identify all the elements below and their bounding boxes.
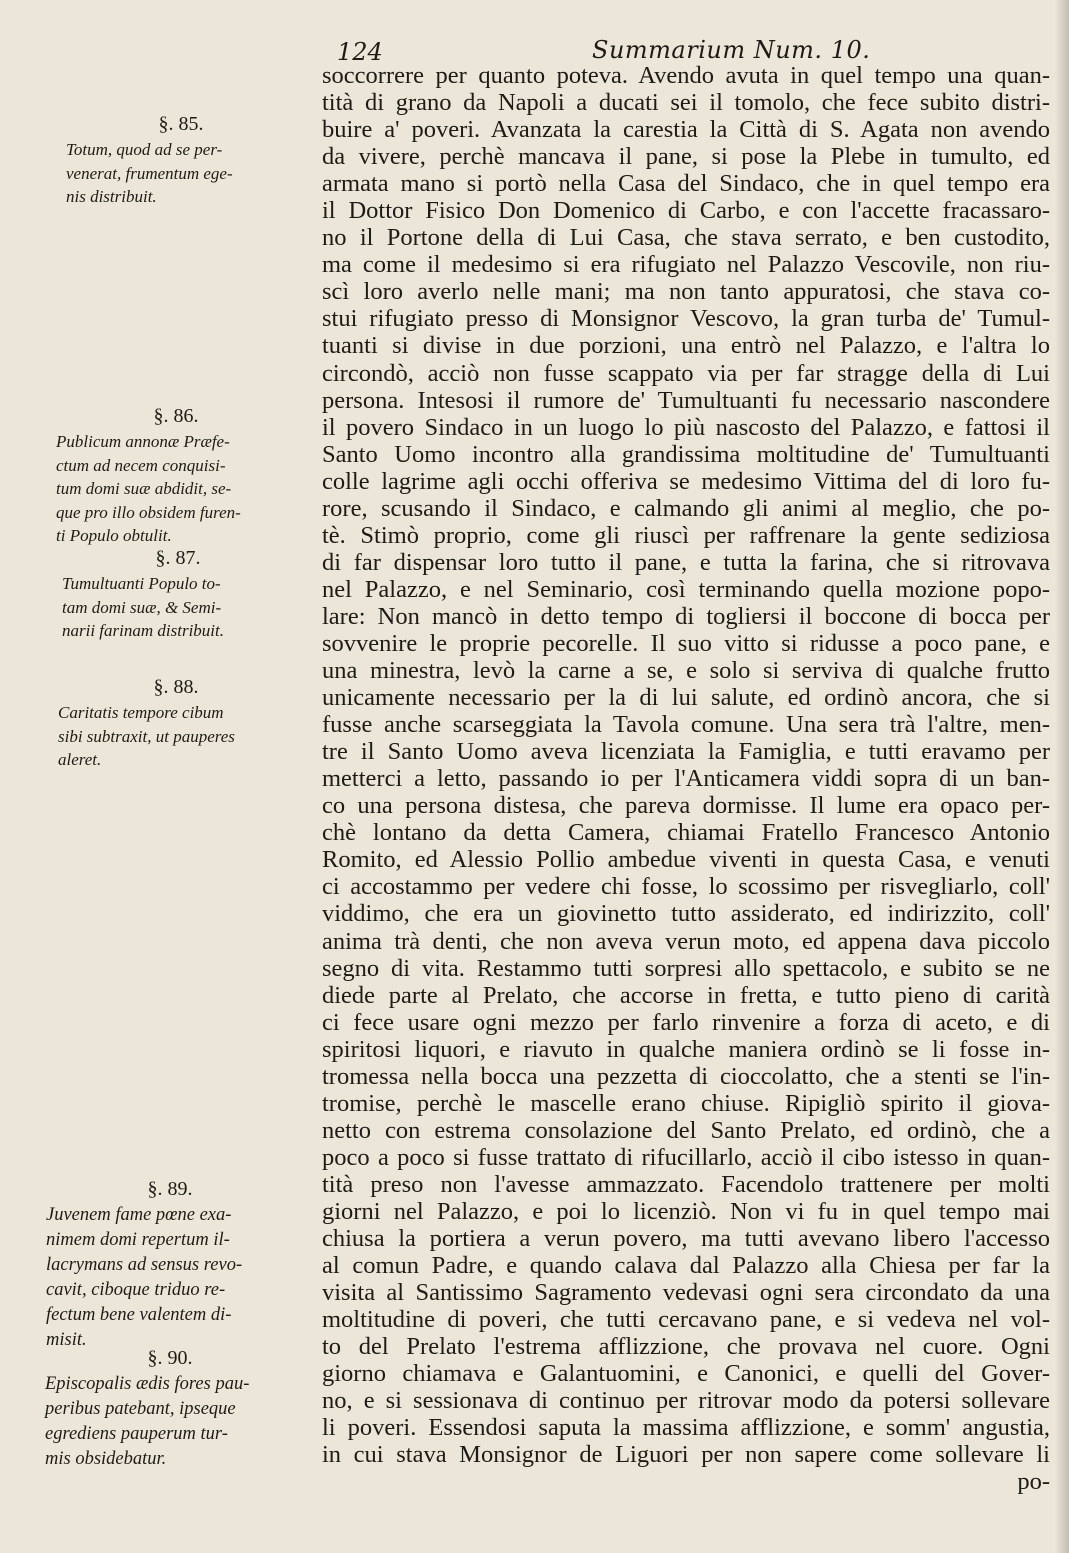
text-line: tromise, perchè le mascelle erano chiuse. Ripigliò spirito il giova- <box>322 1089 1050 1117</box>
margin-note-89 <box>46 1178 294 1353</box>
text-line: diede parte al Prelato, che accorse in fretta, e tutto pieno di carità <box>322 981 1050 1009</box>
text-line: rore, scusando il Sindaco, e calmando gli animi al meglio, che po- <box>322 494 1050 522</box>
text-line: colle lagrime agli occhi offeriva se medesimo Vittima del di loro fu- <box>322 467 1050 495</box>
margin-note-text: Publicum annonæ Præfe- ctum ad necem conquisi- tum domi suæ abdidit, se- que pro illo obsidem furen- ti Populo obtulit. <box>56 432 241 545</box>
text-line: spiritosi liquori, e riavuto in qualche maniera ordinò se li fosse in- <box>322 1035 1050 1063</box>
text-line: buire a' poveri. Avanzata la carestia la Città di S. Agata non avendo <box>322 116 1050 144</box>
margin-note-text: Juvenem fame pœne exa- nimem domi repertum il- lacrymans ad sensus revo- cavit, ciboque triduo re- fectum bene valentem di- misit. <box>46 1205 243 1350</box>
margin-note-number: §. 87. <box>155 547 201 569</box>
margin-note-number: §. 85. <box>158 113 204 135</box>
text-line: no il Portone della di Lui Casa, che stava serrato, e ben custodito, <box>322 224 1050 252</box>
text-line: anima trà denti, che non aveva verun moto, ed appena dava piccolo <box>322 927 1050 955</box>
text-line: metterci a letto, passando io per l'Anticamera viddi sopra di un ban- <box>322 765 1050 793</box>
text-line: tromessa nella bocca una pezzetta di cioccolatto, che a stenti se l'in- <box>322 1062 1050 1090</box>
margin-note-text: Tumultuanti Populo to- tam domi suæ, & Semi- narii farinam distribuit. <box>62 574 224 640</box>
margin-note-number: §. 89. <box>147 1178 193 1200</box>
text-line: netto con estrema consolazione del Santo Prelato, ed ordinò, che a <box>322 1116 1050 1144</box>
main-text-column <box>322 62 1050 1495</box>
margin-note-86 <box>56 405 296 548</box>
text-line: co una persona distesa, che pareva dormisse. Il lume era opaco per- <box>322 792 1050 820</box>
margin-note-87 <box>62 547 294 643</box>
text-line: giorno chiamava e Galantuomini, e Canonici, e quelli del Gover- <box>322 1360 1050 1388</box>
text-line: chiusa la portiera a verun povero, ma tutti avevano libero l'accesso <box>322 1225 1050 1253</box>
page-edge-shadow <box>1055 0 1069 1553</box>
text-line: tità di grano da Napoli a ducati sei il tomolo, che fece subito distri- <box>322 89 1050 117</box>
text-line: unicamente necessario per la di lui salute, ed ordinò ancora, che si <box>322 684 1050 712</box>
margin-note-number: §. 86. <box>153 405 199 427</box>
text-line: stui rifugiato presso di Monsignor Vescovo, la gran turba de' Tumul- <box>322 305 1050 333</box>
text-line: da vivere, perchè mancava il pane, si pose la Plebe in tumulto, ed <box>322 143 1050 171</box>
text-line: ci accostammo per vedere chi fosse, lo scossimo per risvegliarlo, coll' <box>322 873 1050 901</box>
text-line: persona. Intesosi il rumore de' Tumultuanti fu necessario nascondere <box>322 386 1050 414</box>
margin-note-number: §. 88. <box>153 676 199 698</box>
text-line: di far dispensar loro tutto il pane, e tutta la farina, che si ritrovava <box>322 548 1050 576</box>
text-line: al comun Padre, e quando calava dal Palazzo alla Chiesa per far la <box>322 1252 1050 1280</box>
text-line: circondò, acciò non fusse scappato via per far stragge della di Lui <box>322 359 1050 387</box>
text-line: in cui stava Monsignor de Liguori per non sapere come sollevare li <box>322 1441 1050 1469</box>
margin-note-number: §. 90. <box>147 1347 193 1369</box>
text-line: fusse anche scarseggiata la Tavola comune. Una sera trà l'altre, men- <box>322 711 1050 739</box>
text-line: sovvenire le proprie pecorelle. Il suo vitto si ridusse a poco pane, e <box>322 629 1050 657</box>
text-line: tità preso non l'avesse ammazzato. Facendolo trattenere per molti <box>322 1170 1050 1198</box>
margin-note-90 <box>45 1347 295 1472</box>
text-line: li poveri. Essendosi saputa la massima afflizzione, e somm' angustia, <box>322 1414 1050 1442</box>
margin-note-85 <box>66 113 296 209</box>
text-line: moltitudine di poveri, che tutti cercavano pane, e si vedeva nel vol- <box>322 1306 1050 1334</box>
text-line: po- <box>1017 1468 1050 1496</box>
margin-note-88 <box>58 676 294 772</box>
text-line: tè. Stimò proprio, come gli riuscì per raffrenare la gente sediziosa <box>322 521 1050 549</box>
text-line: giorni nel Palazzo, e poi lo licenziò. Non vi fu in quel tempo mai <box>322 1197 1050 1225</box>
text-line: tuanti si divise in due porzioni, una entrò nel Palazzo, e l'altra lo <box>322 332 1050 360</box>
text-line: il Dottor Fisico Don Domenico di Carbo, e con l'accette fracassaro- <box>322 197 1050 225</box>
text-line: poco a poco si fusse trattato di rifucillarlo, acciò il cibo istesso in quan- <box>322 1143 1050 1171</box>
text-line: Santo Uomo incontro alla grandissima moltitudine de' Tumultuanti <box>322 440 1050 468</box>
text-line: tre il Santo Uomo aveva licenziata la Famiglia, e tutti eravamo per <box>322 738 1050 766</box>
page-number: 124 <box>337 38 383 66</box>
text-line: armata mano si portò nella Casa del Sindaco, che in quel tempo era <box>322 170 1050 198</box>
text-line: chè lontano da detta Camera, chiamai Fratello Francesco Antonio <box>322 819 1050 847</box>
text-line: ci fece usare ogni mezzo per farlo rinvenire a forza di aceto, e di <box>322 1008 1050 1036</box>
text-line: viddimo, che era un giovinetto tutto assiderato, ed indirizzito, coll' <box>322 900 1050 928</box>
text-line: segno di vita. Restammo tutti sorpresi allo spettacolo, e subito se ne <box>322 954 1050 982</box>
text-line: scì loro averlo nelle mani; ma non tanto appuratosi, che stava co- <box>322 278 1050 306</box>
text-line: ma come il medesimo si era rifugiato nel Palazzo Vescovile, non riu- <box>322 251 1050 279</box>
text-line: nel Palazzo, e nel Seminario, così terminando quella mozione popo- <box>322 575 1050 603</box>
margin-note-text: Episcopalis ædis fores pau- peribus patebant, ipseque egrediens pauperum tur- mis obsidebatur. <box>45 1374 250 1469</box>
margin-note-text: Totum, quod ad se per- venerat, frumentum ege- nis distribuit. <box>66 140 233 206</box>
text-line: lare: Non mancò in detto tempo di togliersi il boccone di bocca per <box>322 602 1050 630</box>
text-line: no, e si sessionava di continuo per ritrovar modo da potersi sollevare <box>322 1387 1050 1415</box>
text-line: to del Prelato l'estrema afflizzione, che provava nel cuore. Ogni <box>322 1333 1050 1361</box>
text-line: visita al Santissimo Sagramento vedevasi ogni sera circondato da una <box>322 1279 1050 1307</box>
text-line: Romito, ed Alessio Pollio ambedue viventi in questa Casa, e venuti <box>322 846 1050 874</box>
text-line: una minestra, levò la carne a se, e solo si serviva di qualche frutto <box>322 657 1050 685</box>
text-line: il povero Sindaco in un luogo lo più nascosto del Palazzo, e fattosi il <box>322 413 1050 441</box>
running-head: Summarium Num. 10. <box>592 36 871 64</box>
margin-note-text: Caritatis tempore cibum sibi subtraxit, ut pauperes aleret. <box>58 703 235 769</box>
text-line: soccorrere per quanto poteva. Avendo avuta in quel tempo una quan- <box>322 62 1050 89</box>
